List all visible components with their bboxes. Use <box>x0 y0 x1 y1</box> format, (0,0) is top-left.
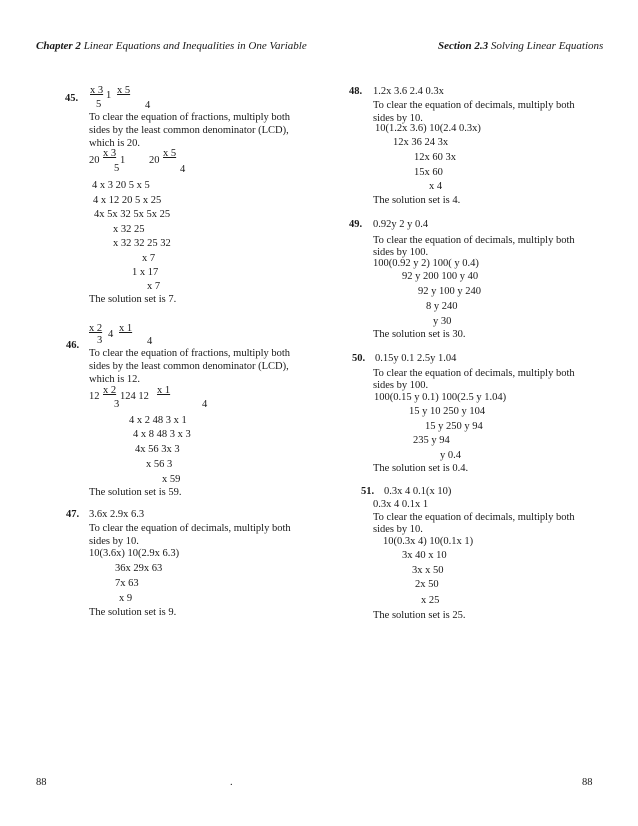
math-step: x 25 <box>421 595 440 606</box>
fraction-denominator: 5 <box>114 163 120 174</box>
problem-number: 51. <box>361 486 375 497</box>
fraction-numerator: x 3 <box>103 148 117 159</box>
math-term: 1 <box>120 155 126 166</box>
math-step: 7x 63 <box>115 578 139 589</box>
solution-line: The solution set is 30. <box>373 329 466 340</box>
fraction-numerator: x 3 <box>90 85 104 96</box>
math-step: 92 y 200 100 y 40 <box>402 271 479 282</box>
section-label: Section 2.3 <box>438 40 489 52</box>
explanation-line: sides by the least common denominator (LCD), <box>89 361 289 372</box>
math-step: 92 y 100 y 240 <box>418 286 481 297</box>
solution-line: The solution set is 59. <box>89 487 182 498</box>
explanation-line: To clear the equation of decimals, multiply both <box>373 368 575 379</box>
explanation-line: To clear the equation of fractions, multiply both <box>89 348 291 359</box>
page-number-left: 88 <box>36 777 47 788</box>
math-term: 12 <box>89 391 100 402</box>
math-term: 20 <box>89 155 100 166</box>
math-step: x 32 32 25 32 <box>113 238 171 249</box>
math-term: 124 12 <box>120 391 149 402</box>
explanation-line: sides by 10. <box>89 536 139 547</box>
math-step: 15 y 250 y 94 <box>425 421 483 432</box>
explanation-line: To clear the equation of fractions, multiply both <box>89 112 291 123</box>
math-term: 1 <box>106 90 112 101</box>
math-step: 100(0.92 y 2) 100( y 0.4) <box>373 258 479 269</box>
explanation-line: which is 12. <box>89 374 141 385</box>
math-step: 2x 50 <box>415 579 439 590</box>
math-step: 3x x 50 <box>412 565 444 576</box>
problem-number: 45. <box>65 93 79 104</box>
math-step: 36x 29x 63 <box>115 563 163 574</box>
math-step: 1 x 17 <box>132 267 159 278</box>
solution-line: The solution set is 25. <box>373 610 466 621</box>
math-step: x 7 <box>142 253 156 264</box>
fraction-numerator: x 2 <box>103 385 117 396</box>
problem-equation: 0.92y 2 y 0.4 <box>373 219 429 230</box>
explanation-line: sides by 10. <box>373 113 423 124</box>
math-step: 3x 40 x 10 <box>402 550 447 561</box>
math-step: 4x 56 3x 3 <box>135 444 180 455</box>
math-step: 4x 5x 32 5x 5x 25 <box>94 209 171 220</box>
chapter-title: Linear Equations and Inequalities in One Variable <box>83 40 307 52</box>
math-step: x 59 <box>162 474 181 485</box>
fraction-denominator: 4 <box>180 164 186 175</box>
math-step: y 0.4 <box>440 450 461 461</box>
section-title: Solving Linear Equations <box>490 40 604 52</box>
footer-dot: . <box>230 777 233 788</box>
explanation-line: sides by 100. <box>373 247 429 258</box>
explanation-line: sides by the least common denominator (LCD), <box>89 125 289 136</box>
fraction-denominator: 4 <box>147 336 153 347</box>
math-step: x 7 <box>147 281 161 292</box>
problem-number: 47. <box>66 509 80 520</box>
math-step: y 30 <box>433 316 452 327</box>
math-step: 235 y 94 <box>413 435 450 446</box>
page-number-right: 88 <box>582 777 593 788</box>
math-term: 20 <box>149 155 160 166</box>
math-step: 12x 36 24 3x <box>393 137 449 148</box>
solution-line: The solution set is 0.4. <box>373 463 469 474</box>
fraction-numerator: x 5 <box>163 148 177 159</box>
explanation-line: sides by 100. <box>373 380 429 391</box>
math-step: 15 y 10 250 y 104 <box>409 406 486 417</box>
math-step: x 56 3 <box>146 459 173 470</box>
problem-equation: 0.3x 4 0.1(x 10) <box>384 486 452 497</box>
section-header <box>438 40 603 52</box>
fraction-numerator: x 2 <box>89 323 103 334</box>
problem-equation: 1.2x 3.6 2.4 0.3x <box>373 86 444 97</box>
math-step: x 4 <box>429 181 443 192</box>
fraction-denominator: 4 <box>202 399 208 410</box>
math-step: x 32 25 <box>113 224 145 235</box>
fraction-denominator: 3 <box>97 335 103 346</box>
explanation-line: sides by 10. <box>373 524 423 535</box>
explanation-line: To clear the equation of decimals, multiply both <box>373 512 575 523</box>
math-step: 100(0.15 y 0.1) 100(2.5 y 1.04) <box>374 392 507 403</box>
math-step: 4 x 12 20 5 x 25 <box>93 195 162 206</box>
math-term: 4 <box>108 329 114 340</box>
fraction-denominator: 4 <box>145 100 151 111</box>
fraction-numerator: x 1 <box>157 385 171 396</box>
fraction-numerator: x 1 <box>119 323 133 334</box>
math-step: 4 x 2 48 3 x 1 <box>129 415 187 426</box>
explanation-line: which is 20. <box>89 138 141 149</box>
explanation-line: To clear the equation of decimals, multiply both <box>89 523 291 534</box>
problem-number: 46. <box>66 340 80 351</box>
explanation-line: To clear the equation of decimals, multiply both <box>373 235 575 246</box>
problem-equation: 0.15y 0.1 2.5y 1.04 <box>375 353 457 364</box>
math-step: 12x 60 3x <box>414 152 456 163</box>
math-step: 4 x 8 48 3 x 3 <box>133 429 191 440</box>
solution-line: The solution set is 9. <box>89 607 177 618</box>
chapter-header <box>36 40 307 52</box>
problem-number: 50. <box>352 353 366 364</box>
math-step: 15x 60 <box>414 167 443 178</box>
math-step: 10(3.6x) 10(2.9x 6.3) <box>89 548 180 559</box>
problem-number: 49. <box>349 219 363 230</box>
math-step: 8 y 240 <box>426 301 458 312</box>
math-step: 4 x 3 20 5 x 5 <box>92 180 150 191</box>
fraction-denominator: 3 <box>114 399 120 410</box>
problem-number: 48. <box>349 86 363 97</box>
solution-line: The solution set is 4. <box>373 195 461 206</box>
math-step: 10(0.3x 4) 10(0.1x 1) <box>383 536 474 547</box>
math-step: 10(1.2x 3.6) 10(2.4 0.3x) <box>375 123 481 134</box>
problem-equation: 3.6x 2.9x 6.3 <box>89 509 145 520</box>
solution-line: The solution set is 7. <box>89 294 177 305</box>
math-step: x 9 <box>119 593 133 604</box>
chapter-label: Chapter 2 <box>36 40 81 52</box>
explanation-line: To clear the equation of decimals, multiply both <box>373 100 575 111</box>
fraction-numerator: x 5 <box>117 85 131 96</box>
problem-equation-rewritten: 0.3x 4 0.1x 1 <box>373 499 429 510</box>
fraction-denominator: 5 <box>96 99 102 110</box>
